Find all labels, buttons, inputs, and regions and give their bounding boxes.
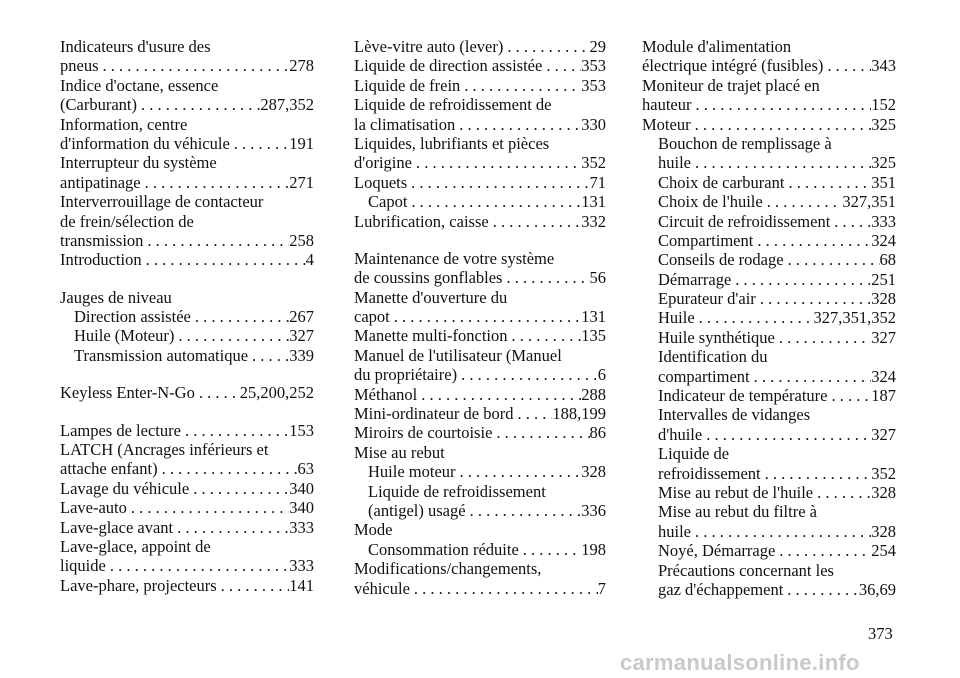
index-entry <box>354 443 606 462</box>
dot-leader <box>417 385 581 404</box>
entry-page: 191 <box>289 133 314 153</box>
entry-text: Mode <box>354 520 393 540</box>
index-entry <box>60 115 314 134</box>
entry-text: Huile <box>658 308 695 328</box>
entry-text: Manette d'ouverture du <box>354 287 508 307</box>
index-entry <box>642 367 896 386</box>
entry-text: Loquets <box>354 172 408 192</box>
dot-leader <box>455 115 581 134</box>
watermark: carmanualsonline.info <box>620 650 860 675</box>
index-entry <box>60 383 314 402</box>
index-entry <box>642 541 896 560</box>
entry-text: Liquide de refroidissement de <box>354 95 552 115</box>
entry-page: 278 <box>289 56 314 76</box>
index-entry <box>642 56 896 75</box>
index-entry <box>60 421 314 440</box>
index-entry <box>354 173 606 192</box>
index-entry <box>354 326 606 345</box>
index-entry <box>642 483 896 502</box>
entry-text: de coussins gonflables <box>354 268 503 288</box>
entry-text: Noyé, Démarrage <box>658 541 776 561</box>
index-column-1 <box>60 37 314 595</box>
entry-text: Jauges de niveau <box>60 287 172 307</box>
dot-leader <box>174 326 289 345</box>
entry-text: Précautions concernant les <box>658 560 834 580</box>
index-entry <box>642 115 896 134</box>
entry-text: Consommation réduite <box>368 539 519 559</box>
dot-leader <box>502 268 589 287</box>
index-entry <box>60 479 314 498</box>
entry-page: 135 <box>581 326 606 346</box>
index-entry <box>642 386 896 405</box>
index-entry <box>354 540 606 559</box>
index-entry <box>60 288 314 307</box>
entry-text: Manuel de l'utilisateur (Manuel <box>354 345 562 365</box>
entry-text: Lave-glace avant <box>60 517 174 537</box>
entry-text: Liquides, lubrifiants et pièces <box>354 133 550 153</box>
index-entry <box>60 134 314 153</box>
dot-leader <box>412 153 581 172</box>
entry-page: 333 <box>871 211 896 231</box>
entry-text: Mise au rebut du filtre à <box>658 502 817 522</box>
entry-page: 333 <box>289 517 314 537</box>
entry-text: Lubrification, caisse <box>354 211 489 231</box>
index-entry <box>60 326 314 345</box>
entry-text: Conseils de rodage <box>658 250 784 270</box>
dot-leader <box>142 250 306 269</box>
entry-text: Choix de carburant <box>658 172 785 192</box>
index-entry <box>642 289 896 308</box>
index-entry <box>354 346 606 365</box>
entry-text: liquide <box>60 556 106 576</box>
dot-leader <box>753 231 871 250</box>
index-gap <box>60 403 314 421</box>
index-entry <box>354 579 606 598</box>
entry-page: 327 <box>871 327 896 347</box>
entry-text: Moteur <box>642 114 691 134</box>
index-entry <box>642 444 896 463</box>
index-entry <box>60 95 314 114</box>
index-entry <box>642 134 896 153</box>
dot-leader <box>763 192 843 211</box>
index-entry <box>642 561 896 580</box>
index-entry <box>642 580 896 599</box>
entry-text: électrique intégré (fusibles) <box>642 56 824 76</box>
entry-text: Huile synthétique <box>658 327 775 347</box>
entry-text: Interverrouillage de contacteur <box>60 192 264 212</box>
entry-page: 325 <box>871 153 896 173</box>
entry-page: 325 <box>871 114 896 134</box>
entry-page: 153 <box>289 420 314 440</box>
entry-page: 328 <box>581 462 606 482</box>
entry-page: 29 <box>589 37 606 56</box>
index-entry <box>642 502 896 521</box>
index-entry <box>642 76 896 95</box>
entry-page: 327,351,352 <box>813 308 896 328</box>
entry-text: LATCH (Ancrages inférieurs et <box>60 440 269 460</box>
index-column-3 <box>642 37 896 599</box>
entry-text: capot <box>354 307 390 327</box>
entry-page: 131 <box>581 307 606 327</box>
entry-page: 188,199 <box>552 404 606 424</box>
entry-text: Keyless Enter-N-Go <box>60 383 195 403</box>
entry-page: 332 <box>581 211 606 231</box>
index-entry <box>354 307 606 326</box>
index-entry <box>354 385 606 404</box>
dot-leader <box>457 365 598 384</box>
index-entry <box>354 462 606 481</box>
entry-page: 352 <box>581 153 606 173</box>
index-entry <box>642 270 896 289</box>
entry-page: 340 <box>289 478 314 498</box>
dot-leader <box>731 270 871 289</box>
entry-page: 336 <box>581 500 606 520</box>
entry-text: Lampes de lecture <box>60 420 181 440</box>
entry-page: 327 <box>871 424 896 444</box>
dot-leader <box>456 462 582 481</box>
entry-text: Capot <box>368 192 408 212</box>
entry-page: 353 <box>581 56 606 76</box>
index-entry <box>354 288 606 307</box>
entry-page: 339 <box>289 345 314 365</box>
entry-text: Indicateur de température <box>658 386 828 406</box>
dot-leader <box>542 56 581 75</box>
dot-leader <box>830 212 871 231</box>
dot-leader <box>390 307 582 326</box>
entry-text: hauteur <box>642 95 692 115</box>
dot-leader <box>158 459 298 478</box>
dot-leader <box>106 556 289 575</box>
index-entry <box>354 192 606 211</box>
index-entry <box>642 250 896 269</box>
index-gap <box>60 270 314 288</box>
dot-leader <box>143 231 289 250</box>
entry-text: Information, centre <box>60 114 188 134</box>
entry-page: 198 <box>581 539 606 559</box>
dot-leader <box>702 425 871 444</box>
dot-leader <box>141 173 290 192</box>
entry-text: Méthanol <box>354 384 418 404</box>
entry-text: Lavage du véhicule <box>60 478 190 498</box>
dot-leader <box>756 289 871 308</box>
dot-leader <box>691 115 872 134</box>
entry-text: Lave-auto <box>60 498 127 518</box>
index-entry <box>354 37 606 56</box>
entry-page: 7 <box>597 578 606 598</box>
entry-text: Indicateurs d'usure des <box>60 37 211 56</box>
entry-page: 340 <box>289 498 314 518</box>
entry-text: pneus <box>60 56 99 76</box>
entry-text: Direction assistée <box>74 307 191 327</box>
entry-text: compartiment <box>658 366 750 386</box>
index-entry <box>60 192 314 211</box>
dot-leader <box>784 173 871 192</box>
index-entry <box>642 522 896 541</box>
entry-page: 141 <box>289 575 314 595</box>
dot-leader <box>466 501 582 520</box>
index-gap <box>60 365 314 383</box>
dot-leader <box>217 576 290 595</box>
entry-text: Bouchon de remplissage à <box>658 133 832 153</box>
dot-leader <box>189 479 289 498</box>
entry-text: Compartiment <box>658 230 754 250</box>
entry-page: 328 <box>871 521 896 541</box>
entry-text: Lave-glace, appoint de <box>60 536 211 556</box>
entry-text: Huile (Moteur) <box>74 326 175 346</box>
entry-page: 333 <box>289 556 314 576</box>
entry-text: antipatinage <box>60 172 141 192</box>
entry-text: Interrupteur du système <box>60 153 217 173</box>
index-entry <box>60 498 314 517</box>
dot-leader <box>823 56 871 75</box>
entry-page: 25,200,252 <box>239 383 314 403</box>
entry-text: Lève-vitre auto (lever) <box>354 37 504 56</box>
entry-text: Intervalles de vidanges <box>658 405 811 425</box>
index-entry <box>354 520 606 539</box>
dot-leader <box>489 212 582 231</box>
entry-page: 288 <box>581 384 606 404</box>
entry-text: Transmission automatique <box>74 345 249 365</box>
entry-page: 86 <box>589 423 606 443</box>
index-entry <box>60 556 314 575</box>
index-column-2 <box>354 37 606 598</box>
index-entry <box>642 308 896 327</box>
entry-text: Modifications/changements, <box>354 559 542 579</box>
entry-text: Manette multi-fonction <box>354 326 508 346</box>
entry-page: 343 <box>871 56 896 76</box>
entry-page: 36,69 <box>858 579 896 599</box>
dot-leader <box>828 386 872 405</box>
index-entry <box>354 404 606 423</box>
index-entry <box>60 537 314 556</box>
entry-page: 324 <box>871 230 896 250</box>
entry-text: Lave-phare, projecteurs <box>60 575 217 595</box>
entry-page: 287,352 <box>260 95 314 115</box>
entry-text: Moniteur de trajet placé en <box>642 75 820 95</box>
page-number: 373 <box>868 624 893 643</box>
dot-leader <box>508 326 582 345</box>
index-entry <box>642 95 896 114</box>
index-entry <box>60 212 314 231</box>
entry-page: 6 <box>597 365 606 385</box>
dot-leader <box>503 37 589 56</box>
index-entry <box>642 464 896 483</box>
entry-text: Liquide de frein <box>354 75 461 95</box>
entry-text: du propriétaire) <box>354 365 458 385</box>
entry-text: Mise au rebut de l'huile <box>658 482 814 502</box>
index-entry <box>60 440 314 459</box>
index-entry <box>60 231 314 250</box>
entry-text: (antigel) usagé <box>368 500 466 520</box>
entry-text: Liquide de direction assistée <box>354 56 543 76</box>
dot-leader <box>775 541 871 560</box>
entry-page: 254 <box>871 541 896 561</box>
entry-text: Identification du <box>658 347 768 367</box>
dot-leader <box>783 580 859 599</box>
index-entry <box>60 346 314 365</box>
entry-text: transmission <box>60 230 144 250</box>
entry-text: Circuit de refroidissement <box>658 211 831 231</box>
index-entry <box>354 56 606 75</box>
dot-leader <box>230 134 289 153</box>
dot-leader <box>813 483 871 502</box>
dot-leader <box>691 153 871 172</box>
entry-text: attache enfant) <box>60 459 158 479</box>
dot-leader <box>691 95 871 114</box>
entry-text: Démarrage <box>658 269 732 289</box>
index-entry <box>354 365 606 384</box>
index-entry <box>642 405 896 424</box>
entry-text: (Carburant) <box>60 95 137 115</box>
index-entry <box>60 459 314 478</box>
entry-page: 324 <box>871 366 896 386</box>
index-entry <box>60 250 314 269</box>
dot-leader <box>137 95 260 114</box>
entry-page: 187 <box>871 386 896 406</box>
dot-leader <box>784 250 880 269</box>
entry-text: d'huile <box>658 424 703 444</box>
entry-page: 353 <box>581 75 606 95</box>
entry-text: Introduction <box>60 250 142 270</box>
entry-page: 330 <box>581 114 606 134</box>
index-entry <box>642 231 896 250</box>
entry-text: Module d'alimentation <box>642 37 792 56</box>
dot-leader <box>691 522 871 541</box>
entry-page: 71 <box>589 172 606 192</box>
dot-leader <box>191 307 289 326</box>
entry-text: d'information du véhicule <box>60 133 230 153</box>
dot-leader <box>695 308 814 327</box>
index-entry <box>642 328 896 347</box>
index-entry <box>60 307 314 326</box>
entry-page: 328 <box>871 289 896 309</box>
entry-text: huile <box>658 521 691 541</box>
entry-page: 68 <box>879 250 896 270</box>
entry-text: de frein/sélection de <box>60 211 194 231</box>
index-entry <box>642 37 896 56</box>
index-entry <box>60 576 314 595</box>
entry-text: véhicule <box>354 578 410 598</box>
index-entry <box>642 153 896 172</box>
index-entry <box>642 347 896 366</box>
index-gap <box>354 231 606 249</box>
entry-page: 327,351 <box>842 192 896 212</box>
dot-leader <box>181 421 289 440</box>
dot-leader <box>407 192 581 211</box>
dot-leader <box>761 464 872 483</box>
index-entry <box>354 134 606 153</box>
entry-text: Huile moteur <box>368 462 456 482</box>
index-entry <box>354 268 606 287</box>
index-entry <box>642 212 896 231</box>
index-entry <box>354 249 606 268</box>
dot-leader <box>750 367 872 386</box>
dot-leader <box>519 540 581 559</box>
index-entry <box>354 76 606 95</box>
entry-page: 131 <box>581 192 606 212</box>
index-entry <box>60 76 314 95</box>
entry-page: 328 <box>871 482 896 502</box>
entry-text: Liquide de <box>658 444 730 464</box>
index-entry <box>354 559 606 578</box>
entry-page: 258 <box>289 230 314 250</box>
dot-leader <box>195 383 240 402</box>
entry-page: 352 <box>871 463 896 483</box>
entry-text: Maintenance de votre système <box>354 248 555 268</box>
entry-text: huile <box>658 153 691 173</box>
entry-text: Mini-ordinateur de bord <box>354 404 514 424</box>
entry-page: 63 <box>297 459 314 479</box>
dot-leader <box>492 423 589 442</box>
index-entry <box>354 501 606 520</box>
index-entry <box>60 153 314 172</box>
entry-page: 351 <box>871 172 896 192</box>
entry-page: 267 <box>289 307 314 327</box>
index-entry <box>354 423 606 442</box>
entry-page: 251 <box>871 269 896 289</box>
index-entry <box>60 56 314 75</box>
entry-text: d'origine <box>354 153 412 173</box>
entry-text: Epurateur d'air <box>658 289 756 309</box>
entry-page: 327 <box>289 326 314 346</box>
index-entry <box>354 482 606 501</box>
entry-page: 4 <box>305 250 314 270</box>
dot-leader <box>513 404 552 423</box>
entry-text: gaz d'échappement <box>658 579 784 599</box>
dot-leader <box>127 498 289 517</box>
index-entry <box>642 192 896 211</box>
index-entry <box>354 95 606 114</box>
index-entry <box>642 173 896 192</box>
index-entry <box>354 115 606 134</box>
entry-text: Indice d'octane, essence <box>60 75 219 95</box>
index-entry <box>60 37 314 56</box>
entry-text: Liquide de refroidissement <box>368 481 546 501</box>
dot-leader <box>173 518 289 537</box>
index-entry <box>354 212 606 231</box>
dot-leader <box>410 579 598 598</box>
index-entry <box>642 425 896 444</box>
entry-text: Miroirs de courtoisie <box>354 423 493 443</box>
entry-text: refroidissement <box>658 463 761 483</box>
index-entry <box>354 153 606 172</box>
dot-leader <box>99 56 290 75</box>
entry-text: la climatisation <box>354 114 456 134</box>
dot-leader <box>775 328 871 347</box>
dot-leader <box>407 173 589 192</box>
entry-page: 271 <box>289 172 314 192</box>
dot-leader <box>248 346 289 365</box>
entry-page: 56 <box>589 268 606 288</box>
index-entry <box>60 518 314 537</box>
entry-page: 152 <box>871 95 896 115</box>
entry-text: Mise au rebut <box>354 442 445 462</box>
entry-text: Choix de l'huile <box>658 192 763 212</box>
dot-leader <box>460 76 581 95</box>
index-entry <box>60 173 314 192</box>
